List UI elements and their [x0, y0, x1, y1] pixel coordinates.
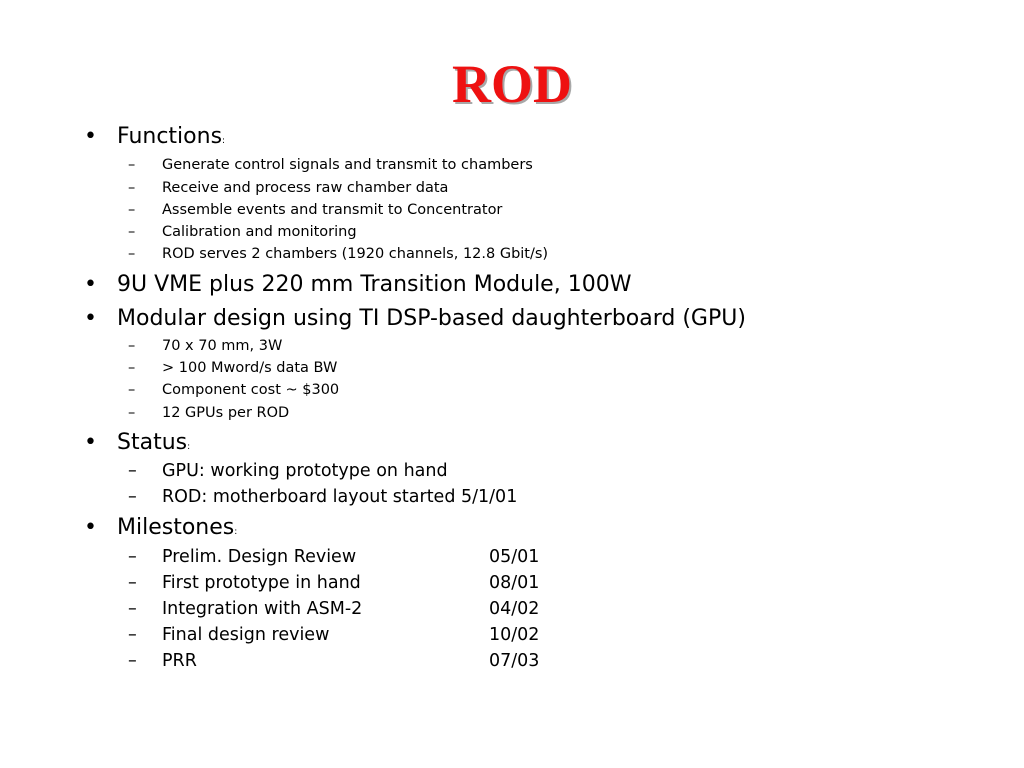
functions-item-text: Receive and process raw chamber data [162, 180, 449, 196]
dash-icon: – [128, 202, 136, 218]
dash-icon: – [128, 599, 137, 619]
status-colon: : [187, 442, 191, 452]
bullet-icon: • [84, 515, 97, 540]
dash-icon: – [128, 246, 136, 262]
modular-item-text: 70 x 70 mm, 3W [162, 338, 283, 354]
modular-item-text: > 100 Mword/s data BW [162, 360, 338, 376]
milestones-colon: : [234, 527, 238, 537]
dash-icon: – [128, 382, 136, 398]
functions-label: Functions [117, 124, 223, 149]
milestone-date: 07/03 [489, 651, 540, 671]
dash-icon: – [128, 573, 137, 593]
milestone-name: Integration with ASM-2 [162, 599, 363, 619]
milestone-name: Prelim. Design Review [162, 547, 357, 567]
dash-icon: – [128, 338, 136, 354]
milestone-name: Final design review [162, 625, 330, 645]
milestone-date: 08/01 [489, 573, 540, 593]
status-item-text: ROD: motherboard layout started 5/1/01 [162, 487, 518, 507]
dash-icon: – [128, 405, 136, 421]
milestone-date: 04/02 [489, 599, 540, 619]
vme-label: 9U VME plus 220 mm Transition Module, 100W [117, 272, 632, 297]
milestone-name: First prototype in hand [162, 573, 361, 593]
dash-icon: – [128, 461, 137, 481]
bullet-icon: • [84, 124, 97, 149]
milestones-label: Milestones [117, 515, 235, 540]
milestone-name: PRR [162, 651, 197, 671]
dash-icon: – [128, 547, 137, 567]
milestone-date: 10/02 [489, 625, 540, 645]
dash-icon: – [128, 157, 136, 173]
bullet-icon: • [84, 430, 97, 455]
bullet-icon: • [84, 306, 97, 331]
modular-label: Modular design using TI DSP-based daughterboard (GPU) [117, 306, 746, 331]
functions-colon: : [222, 136, 226, 146]
slide-title: ROD [452, 54, 572, 114]
status-label: Status [117, 430, 188, 455]
dash-icon: – [128, 625, 137, 645]
functions-item-text: Generate control signals and transmit to chambers [162, 157, 533, 173]
status-item-text: GPU: working prototype on hand [162, 461, 448, 481]
milestone-date: 05/01 [489, 547, 540, 567]
dash-icon: – [128, 224, 136, 240]
dash-icon: – [128, 360, 136, 376]
dash-icon: – [128, 487, 137, 507]
dash-icon: – [128, 651, 137, 671]
bullet-icon: • [84, 272, 97, 297]
dash-icon: – [128, 180, 136, 196]
functions-item-text: ROD serves 2 chambers (1920 channels, 12.8 Gbit/s) [162, 246, 549, 262]
functions-item-text: Assemble events and transmit to Concentrator [162, 202, 503, 218]
modular-item-text: Component cost ~ $300 [162, 382, 340, 398]
functions-item-text: Calibration and monitoring [162, 224, 357, 240]
modular-item-text: 12 GPUs per ROD [162, 405, 290, 421]
